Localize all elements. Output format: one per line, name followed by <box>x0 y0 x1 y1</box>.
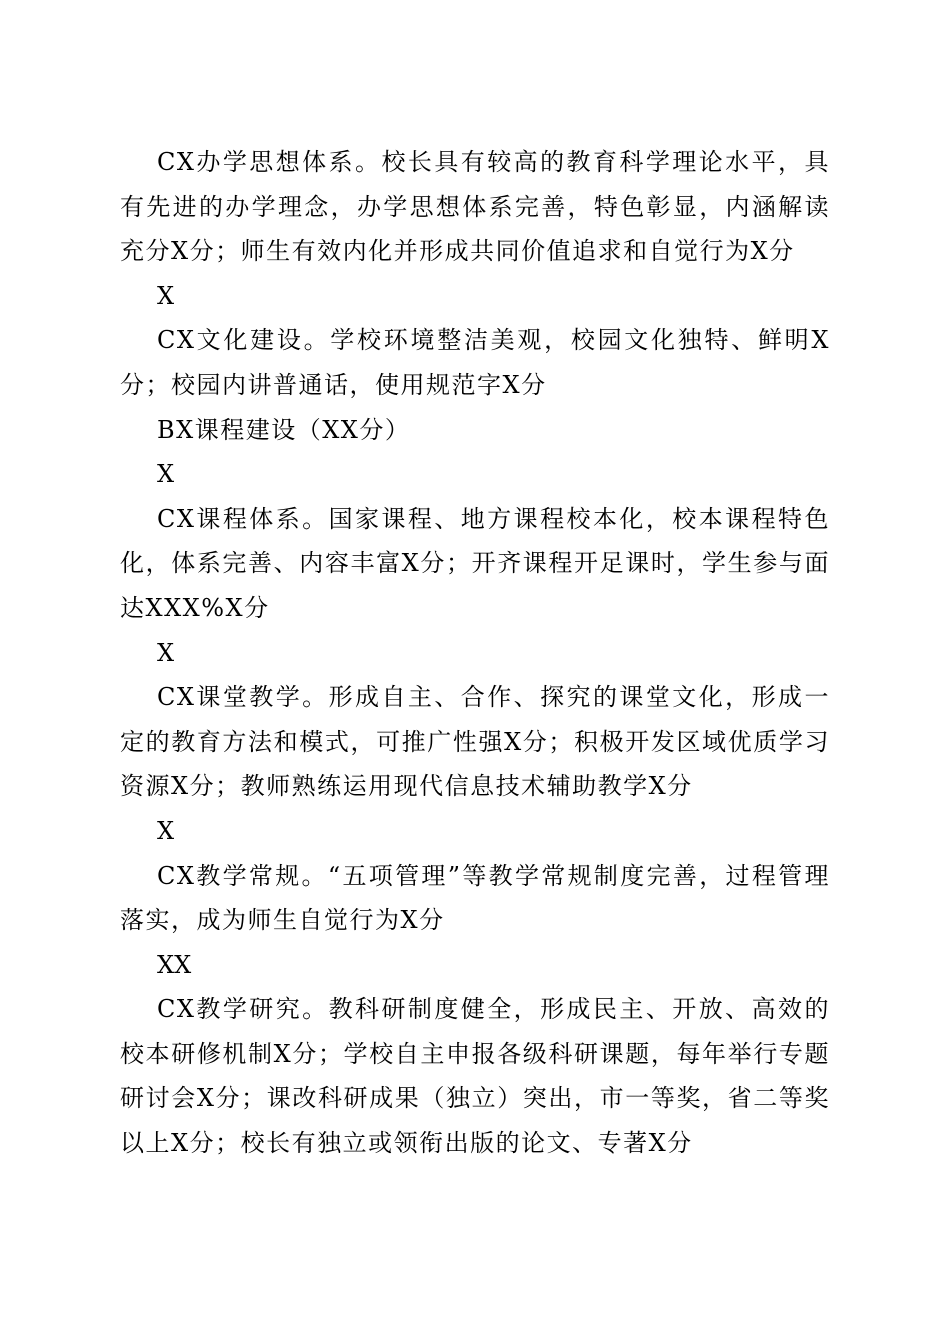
paragraph-culture: CX文化建设。学校环境整洁美观，校园文化独特、鲜明X分；校园内讲普通话，使用规范字X分 <box>120 326 830 399</box>
paragraph-score-marker: X <box>157 638 175 667</box>
paragraph-score-marker: X <box>157 816 175 845</box>
paragraph-philosophy: CX办学思想体系。校长具有较高的教育科学理论水平，具有先进的办学理念，办学思想体系完善，特色彰显，内涵解读充分X分；师生有效内化并形成共同价值追求和自觉行为X分 <box>120 148 830 266</box>
paragraph-teaching-research: CX教学研究。教科研制度健全，形成民主、开放、高效的校本研修机制X分；学校自主申报各级科研课题，每年举行专题研讨会X分；课改科研成果（独立）突出，市一等奖，省二等奖以上X分；校长有独立或领衔出版的论文、专著X分 <box>120 995 830 1158</box>
paragraph-classroom-teaching: CX课堂教学。形成自主、合作、探究的课堂文化，形成一定的教育方法和模式，可推广性强X分；积极开发区域优质学习资源X分；教师熟练运用现代信息技术辅助教学X分 <box>120 683 830 801</box>
paragraph-score-marker: X <box>157 460 175 489</box>
section-heading-curriculum: BX课程建设（XX分） <box>157 415 411 444</box>
paragraph-curriculum-system: CX课程体系。国家课程、地方课程校本化，校本课程特色化，体系完善、内容丰富X分；开齐课程开足课时，学生参与面达XXX%X分 <box>120 504 830 622</box>
paragraph-score-marker: XX <box>157 950 192 979</box>
paragraph-score-marker: X <box>157 281 175 310</box>
paragraph-teaching-routine: CX教学常规。“五项管理”等教学常规制度完善，过程管理落实，成为师生自觉行为X分 <box>120 861 830 935</box>
